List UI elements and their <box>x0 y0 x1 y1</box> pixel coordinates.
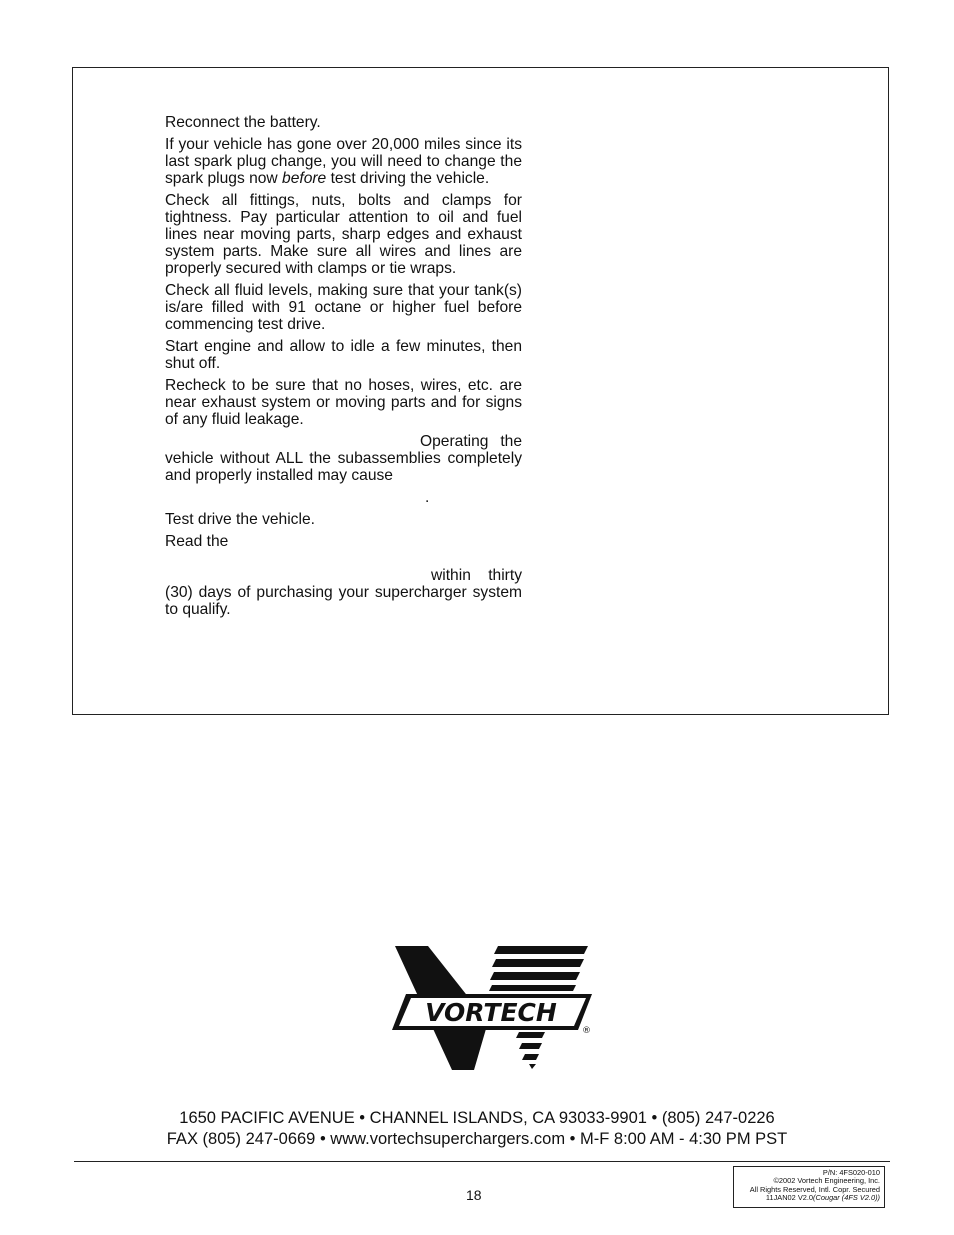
footer-rule <box>74 1161 890 1162</box>
step-reconnect-battery: Reconnect the battery. <box>165 114 321 131</box>
logo-wordmark: VORTECH <box>425 998 557 1027</box>
step-start-engine: Start engine and allow to idle a few minutes, then shut off. <box>165 338 522 372</box>
rights-line: All Rights Reserved, Intl. Copr. Secured <box>749 1184 880 1194</box>
step-warning-end: . <box>425 489 430 506</box>
logo-stripe <box>489 985 576 991</box>
page-number: 18 <box>466 1187 482 1203</box>
version-line: 11JAN02 V2.0(Cougar (4FS V2.0)) <box>765 1193 880 1203</box>
step-recheck: Recheck to be sure that no hoses, wires, etc. are near exhaust system or moving parts and for signs of any fluid leakage. <box>165 377 522 428</box>
step-check-fittings: Check all fittings, nuts, bolts and clamps for tightness. Pay particular attention to oil and fuel lines near moving parts, sharp edges and exhaust system parts. Make sure all wires and lines are properly secured with clamps or tie wraps. <box>165 192 522 277</box>
company-address <box>0 1108 954 1150</box>
registered-mark: ® <box>582 1026 591 1036</box>
vortech-logo <box>390 942 596 1072</box>
logo-stripe <box>516 1032 545 1038</box>
logo-stripe <box>529 1064 536 1069</box>
copyright-box <box>733 1166 885 1208</box>
logo-stripe <box>522 1054 539 1060</box>
part-number: P/N: 4FS020-010 <box>822 1168 880 1177</box>
step-check-fluids: Check all fluid levels, making sure that your tank(s) is/are filled with 91 octane or higher fuel before commencing test drive. <box>165 282 522 333</box>
step-warranty: within thirty (30) days of purchasing your supercharger system to qualify. <box>165 567 522 618</box>
logo-stripe <box>494 946 588 954</box>
step-read-the: Read the <box>165 533 229 550</box>
step-warning: Operating the vehicle without ALL the subassemblies completely and properly installed may cause <box>165 433 522 484</box>
instruction-column <box>165 114 522 623</box>
logo-stripe <box>519 1043 542 1049</box>
logo-stripe <box>490 972 580 980</box>
logo-stripe <box>492 959 584 967</box>
step-spark-plugs: If your vehicle has gone over 20,000 miles since its last spark plug change, you will need to change the spark plugs now before test driving the vehicle. <box>165 136 522 187</box>
copyright-line: ©2002 Vortech Engineering, Inc. <box>773 1176 880 1186</box>
step-test-drive: Test drive the vehicle. <box>165 511 315 528</box>
address-line-1: 1650 PACIFIC AVENUE • CHANNEL ISLANDS, CA 93033-9901 • (805) 247-0226 <box>179 1109 775 1127</box>
address-line-2: FAX (805) 247-0669 • www.vortechsuperchargers.com • M-F 8:00 AM - 4:30 PM PST <box>166 1130 788 1148</box>
